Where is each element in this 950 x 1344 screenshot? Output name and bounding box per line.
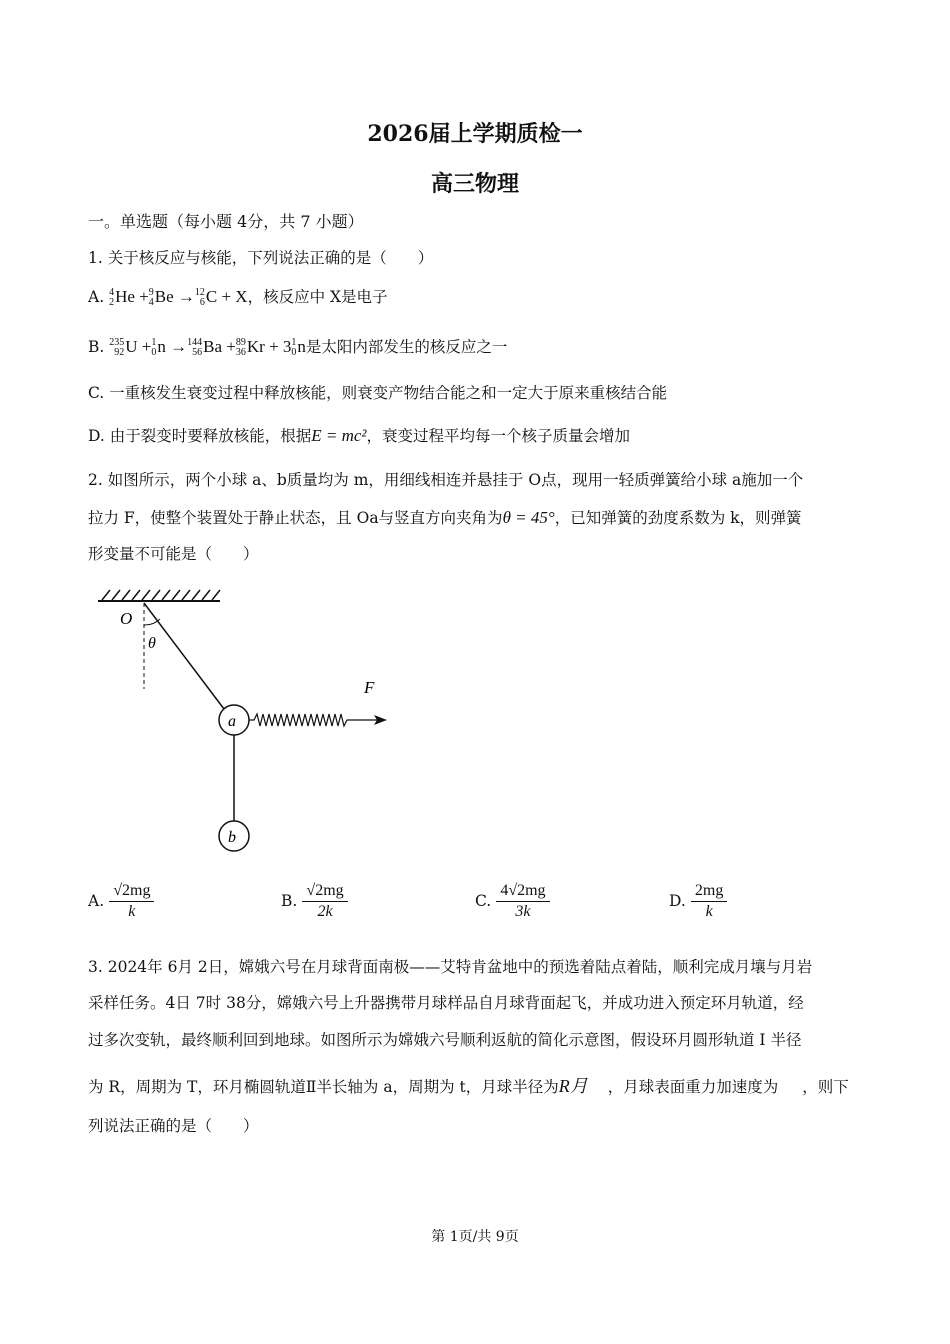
label-b: b [228, 829, 236, 846]
q1-option-b-equation: 235 92 U + 1 0 n → 144 56 Ba + 89 36 Kr + 3 1 0 n [109, 337, 306, 359]
label-f: F [364, 678, 375, 697]
q2-option-a [88, 882, 154, 921]
q3-line-3: 过多次变轨，最终顺利回到地球。如图所示为嫦娥六号顺利返航的简化示意图，假设环月圆形轨道 Ⅰ 半径 [88, 1031, 802, 1049]
q2-stem-line-1: 2. 如图所示，两个小球 a、b质量均为 m，用细线相连并悬挂于 O点，现用一轻质弹簧给小球 a施加一个 [88, 471, 804, 489]
q2-angle-formula: θ = 45° [502, 508, 555, 527]
q1-stem: 1. 关于核反应与核能，下列说法正确的是（ ） [88, 249, 434, 267]
q2-option-b-num: √2mg [302, 882, 347, 902]
q2-option-d-fraction [691, 882, 727, 921]
q2-option-d [669, 882, 727, 921]
exam-subtitle: 高三物理 [430, 171, 519, 197]
q2-option-c-den: 3k [515, 903, 531, 920]
q3-line-4 [88, 1072, 849, 1098]
q2-option-d-label: D. [669, 892, 686, 910]
q3-line-2: 采样任务。4日 7时 38分，嫦娥六号上升器携带月球样品自月球背面起飞，并成功进入预定环月轨道，经 [88, 994, 804, 1012]
q2-option-c-fraction [496, 882, 549, 921]
q3-line-4-b: ，月球表面重力加速度为 [607, 1078, 779, 1096]
label-a: a [228, 713, 236, 730]
q1-option-d [88, 424, 630, 446]
q2-option-a-den: k [128, 903, 136, 920]
q2-stem-line-2-b: ，已知弹簧的劲度系数为 k，则弹簧 [554, 509, 802, 527]
q2-figure [90, 585, 400, 865]
q3-line-1: 3. 2024年 6月 2日，嫦娥六号在月球背面南极——艾特肯盆地中的预选着陆点着陆，顺利完成月壤与月岩 [88, 958, 813, 976]
section-heading: 一。单选题（每小题 4分，共 7 小题） [88, 212, 364, 231]
q2-option-a-label: A. [88, 892, 105, 910]
q2-option-c-label: C. [475, 892, 492, 910]
q1-option-b [88, 335, 507, 358]
spring [249, 714, 385, 726]
ceiling-hatch [102, 590, 220, 600]
label-o: O [120, 609, 133, 628]
q3-line-5: 列说法正确的是（ ） [88, 1117, 259, 1135]
q2-option-a-fraction [109, 882, 154, 921]
q2-option-b-den: 2k [317, 903, 333, 920]
q1-option-a-equation: 4 2 He + 9 4 Be → 12 6 C + X [109, 287, 248, 309]
q3-line-4-c: ，则下 [802, 1078, 849, 1096]
q2-option-b-fraction [302, 882, 347, 921]
q1-option-b-label: B. [88, 338, 105, 356]
label-theta: θ [148, 635, 156, 652]
q1-option-b-text: 是太阳内部发生的核反应之一 [305, 338, 508, 356]
q2-stem-line-2 [88, 506, 802, 528]
page-number: 第 1页/共 9页 [431, 1229, 519, 1245]
q1-option-d-formula: E = mc² [311, 426, 367, 445]
q2-option-b [281, 882, 348, 921]
q2-option-b-label: B. [281, 892, 298, 910]
q2-stem-line-3: 形变量不可能是（ ） [88, 545, 259, 563]
q1-option-a-text: ，核反应中 X是电子 [247, 288, 388, 306]
q2-option-d-num: 2mg [691, 882, 727, 902]
q3-moon-radius: R月 [558, 1076, 588, 1096]
q1-option-a-label: A. [88, 288, 105, 306]
q2-option-c-num: 4√2mg [496, 882, 549, 902]
q1-option-d-text-1: D. 由于裂变时要释放核能，根据 [88, 427, 312, 445]
q2-option-d-den: k [705, 903, 713, 920]
q2-stem-line-2-a: 拉力 F，使整个装置处于静止状态，且 Oa与竖直方向夹角为 [88, 509, 503, 527]
q3-line-4-a: 为 R，周期为 T，环月椭圆轨道Ⅱ半长轴为 a，周期为 t，月球半径为 [88, 1078, 559, 1096]
q2-option-c [475, 882, 550, 921]
q1-option-c: C. 一重核发生衰变过程中释放核能，则衰变产物结合能之和一定大于原来重核结合能 [88, 384, 668, 402]
q1-option-d-text-2: ，衰变过程平均每一个核子质量会增加 [366, 427, 631, 445]
q2-option-a-num: √2mg [109, 882, 154, 902]
exam-title: 2026届上学期质检一 [367, 121, 583, 147]
string-oa [144, 603, 224, 709]
q1-option-a [88, 285, 388, 308]
